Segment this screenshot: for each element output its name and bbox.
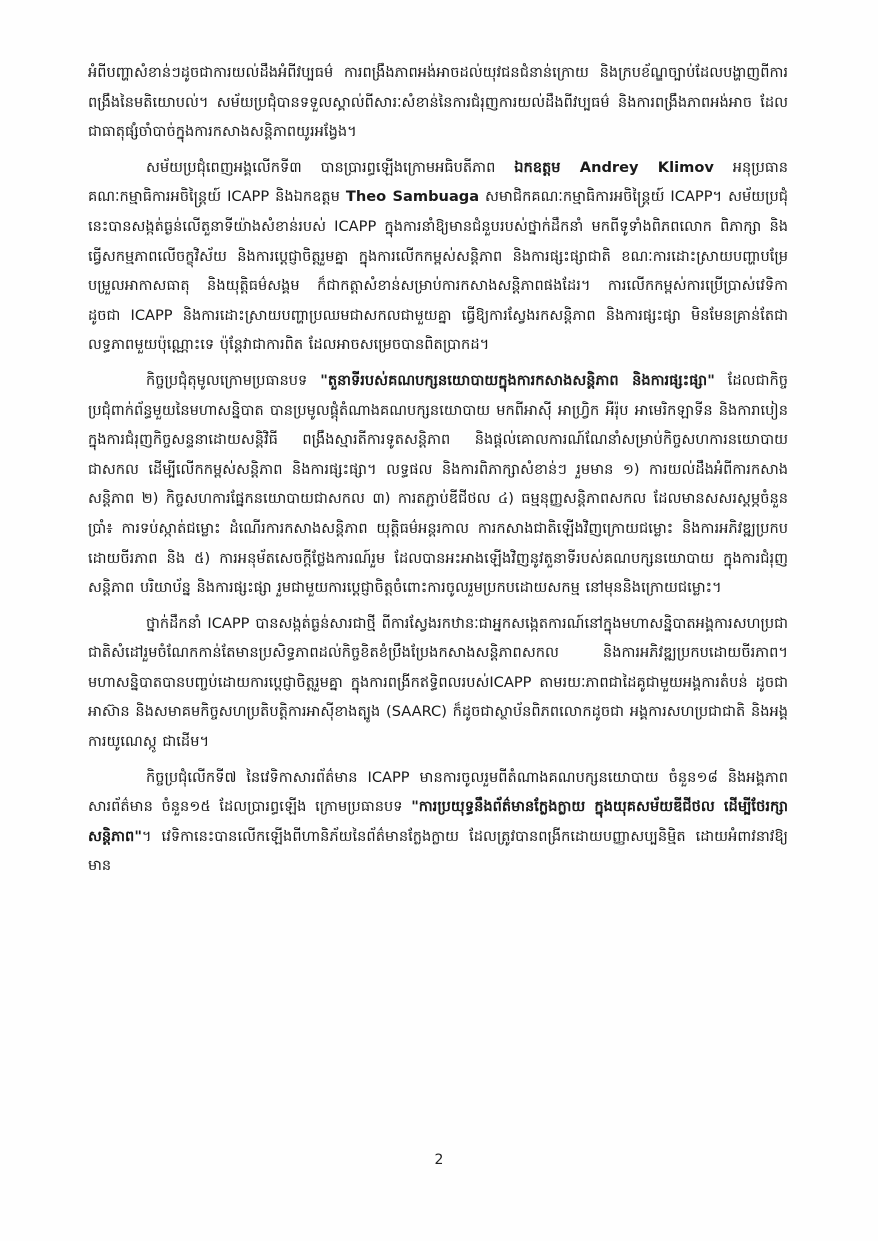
- paragraph-2-run-4: Theo Sambuaga: [345, 188, 480, 206]
- paragraph-3-run-2: "តួនាទីរបស់គណបក្សនយោបាយក្នុងការកសាងសន្តិភាព និងការផ្សះផ្សា": [320, 371, 715, 389]
- paragraph-5-run-1: កិច្ចប្រជុំលើកទី៧ នៃវេទិកាសារព័ត៌មាន ICAPP មានការចូលរួមពីតំណាងគណបក្សនយោបាយ ចំនួន១៨ និងអង្គភាពសារព័ត៌មាន ចំនួន១៥ ដែលប្រារព្ធឡើង ក្រោមប្រធានបទ: [88, 768, 788, 816]
- document-body: [88, 58, 788, 887]
- paragraph-3-run-3: ដែលជាកិច្ចប្រជុំពាក់ព័ន្ធមួយនៃមហាសន្និបាត បានប្រមូលផ្តុំតំណាងគណបក្សនយោបាយ មកពីអាស៊ី អាហ្វ្រិក អឺរ៉ុប អាមេរិកឡាទីន និងការាបៀន ក្នុងការជំរុញកិច្ចសន្ទនាដោយសន្តិវិធី ពង្រឹងស្មារតីការទូតសន្តិភាព និងផ្តល់គោលការណ៍ណែនាំសម្រាប់កិច្ចសហការនយោបាយជាសកល ដើម្បីលើកកម្ពស់សន្តិភាព និងការផ្សះផ្សា។ លទ្ធផល និងការពិភាក្សាសំខាន់ៗ រួមមាន ១) ការយល់ដឹងអំពីការកសាងសន្តិភាព ២) កិច្ចសហការផ្នែកនយោបាយជាសកល ៣) ការតភ្ជាប់ឌីជីថល ៤) ធម្មនុញ្ញសន្តិភាពសកល ដែលមានសសរស្តម្ភចំនួនប្រាំ៖ ការទប់ស្កាត់ជម្លោះ ដំណើរការកសាងសន្តិភាព យុត្តិធម៌អន្តរកាល ការកសាងជាតិឡើងវិញក្រោយជម្លោះ និងការអភិវឌ្ឍប្រកបដោយចីរភាព និង ៥) ការអនុម័តសេចក្តីថ្លែងការណ៍រួម ដែលបានអះអាងឡើងវិញនូវតួនាទីរបស់គណបក្សនយោបាយ ក្នុងការជំរុញសន្តិភាព បរិយាប័ន្ន និងការផ្សះផ្សា រួមជាមួយការប្តេជ្ញាចិត្តចំពោះការចូលរួមប្រកបដោយសកម្ម នៅមុននិងក្រោយជម្លោះ។: [88, 371, 788, 597]
- paragraph-2-run-2: ឯកឧត្តម Andrey Klimov: [514, 158, 714, 176]
- paragraph-2: [88, 153, 788, 360]
- paragraph-5-run-2: "ការប្រយុទ្ធនឹងព័ត៌មានក្លែងក្លាយ ក្នុងយុគសម័យឌីជីថល ដើម្បីថែរក្សាសន្តិភាព": [88, 798, 788, 845]
- paragraph-5: [88, 763, 788, 881]
- paragraph-2-run-3: អនុប្រធានគណៈកម្មាធិការអចិន្ត្រៃយ៍ ICAPP និងឯកឧត្តម: [88, 158, 789, 206]
- paragraph-4: [88, 609, 788, 757]
- paragraph-1: [88, 58, 788, 147]
- paragraph-3-run-1: កិច្ចប្រជុំតុមូលក្រោមប្រធានបទ: [146, 371, 321, 389]
- paragraph-1-text: អំពីបញ្ហាសំខាន់ៗដូចជាការយល់ដឹងអំពីវប្បធម៌ ការពង្រឹងភាពអង់អាចដល់យុវជនជំនាន់ក្រោយ និងក្របខ័ណ្ឌច្បាប់ដែលបង្ហាញពីការពង្រឹងនៃមតិយោបល់។ សម័យប្រជុំបានទទួលស្គាល់ពីសារៈសំខាន់នៃការជំរុញការយល់ដឹងពីវប្បធម៌ និងការពង្រឹងភាពអង់អាច ដែលជាធាតុផ្សំចាំបាច់ក្នុងការកសាងសន្តិភាពយូរអង្វែង។: [88, 64, 788, 141]
- page-number: 2: [434, 1152, 444, 1168]
- paragraph-2-run-1: សម័យប្រជុំពេញអង្គលើកទី៣ បានប្រារព្ធឡើងក្រោមអធិបតីភាព: [146, 158, 515, 176]
- paragraph-2-run-5: សមាជិកគណៈកម្មាធិការអចិន្ត្រៃយ៍ ICAPP។ សម័យប្រជុំនេះបានសង្កត់ធ្ងន់លើតួនាទីយ៉ាងសំខាន់របស់ ICAPP ក្នុងការនាំឱ្យមានជំនួបរបស់ថ្នាក់ដឹកនាំ មកពីទូទាំងពិភពលោក ពិភាក្សា និងធ្វើសកម្មភាពលើចក្ខុវិស័យ និងការប្តេជ្ញាចិត្តរួមគ្នា ក្នុងការលើកកម្ពស់សន្តិភាព និងការផ្សះផ្សាជាតិ ខណៈការដោះស្រាយបញ្ហាបម្រែបម្រួលអាកាសធាតុ និងយុត្តិធម៌សង្គម ក៏ជាកត្តាសំខាន់សម្រាប់ការកសាងសន្តិភាពផងដែរ។ ការលើកកម្ពស់ការប្រើប្រាស់វេទិកា ដូចជា ICAPP និងការដោះស្រាយបញ្ហាប្រឈមជាសកលជាមួយគ្នា ធ្វើឱ្យការស្វែងរកសន្តិភាព និងការផ្សះផ្សា មិនមែនគ្រាន់តែជាលទ្ធភាពមួយប៉ុណ្ណោះទេ ប៉ុន្តែវាជាការពិត ដែលអាចសម្រេចបានពិតប្រាកដ។: [88, 188, 788, 354]
- paragraph-4-run-1: ថ្នាក់ដឹកនាំ ICAPP បានសង្កត់ធ្ងន់សារជាថ្មី ពីការស្វែងរកឋានៈជាអ្នកសង្កេតការណ៍នៅក្នុងមហាសន្និបាតអង្គការសហប្រជាជាតិសំដៅរួមចំណែកកាន់តែមានប្រសិទ្ធភាពដល់កិច្ចខិតខំប្រឹងប្រែងកសាងសន្តិភាពសកល និងការអភិវឌ្ឍប្រកបដោយចីរភាព។ មហាសន្និបាតបានបញ្ចប់ដោយការប្តេជ្ញាចិត្តរួមគ្នា ក្នុងការពង្រីកឥទ្ធិពលរបស់ICAPP តាមរយៈភាពជាដៃគូជាមួយអង្គការតំបន់ ដូចជាអាស៊ាន និងសមាគមកិច្ចសហប្រតិបត្តិការអាស៊ីខាងត្បូង (SAARC) ក៏ដូចជាស្ថាប័នពិភពលោកដូចជា អង្គការសហប្រជាជាតិ និងអង្គការយូណេស្កូ ជាដើម។: [88, 614, 788, 751]
- paragraph-3: [88, 366, 788, 603]
- paragraph-5-run-3: ។ វេទិកានេះបានលើកឡើងពីហានិភ័យនៃព័ត៌មានក្លែងក្លាយ ដែលត្រូវបានពង្រីកដោយបញ្ញាសប្បនិម្មិត ដោយអំពាវនាវឱ្យមាន: [88, 827, 788, 875]
